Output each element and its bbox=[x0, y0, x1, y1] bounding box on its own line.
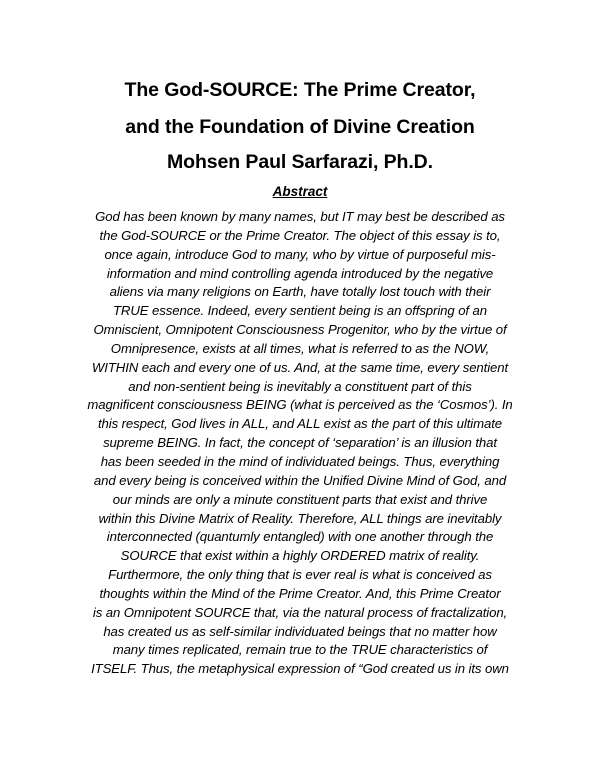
abstract-line: TRUE essence. Indeed, every sentient being is an offspring of an bbox=[112, 303, 488, 319]
abstract-line: has created us as self-similar individuated beings that no matter how bbox=[103, 623, 497, 639]
abstract-line: SOURCE that exist within a highly ORDERED matrix of reality. bbox=[120, 548, 480, 564]
abstract-line: thoughts within the Mind of the Prime Creator. And, this Prime Creator bbox=[99, 585, 501, 601]
abstract-line: within this Divine Matrix of Reality. Therefore, ALL things are inevitably bbox=[98, 510, 502, 526]
abstract-line: interconnected (quantumly entangled) with one another through the bbox=[106, 529, 494, 545]
abstract-line: Omnipresence, exists at all times, what is referred to as the NOW, bbox=[110, 340, 490, 356]
abstract-line: and every being is conceived within the Unified Divine Mind of God, and bbox=[93, 472, 507, 488]
abstract-line: Omniscient, Omnipotent Consciousness Progenitor, who by the virtue of bbox=[93, 322, 507, 338]
abstract-line: Furthermore, the only thing that is ever real is what is conceived as bbox=[108, 567, 492, 583]
abstract-line: our minds are only a minute constituent parts that exist and thrive bbox=[112, 491, 488, 507]
abstract-line: God has been known by many names, but IT may best be described as bbox=[95, 209, 505, 224]
paper-title-line-2: and the Foundation of Divine Creation bbox=[125, 116, 475, 138]
abstract-heading: Abstract bbox=[272, 184, 328, 199]
abstract-line: supreme BEING. In fact, the concept of ‘separation’ is an illusion that bbox=[103, 435, 497, 451]
abstract-line: the God-SOURCE or the Prime Creator. The object of this essay is to, bbox=[99, 227, 501, 243]
abstract-line: has been seeded in the mind of individuated beings. Thus, everything bbox=[100, 453, 500, 469]
abstract-line: information and mind controlling agenda introduced by the negative bbox=[106, 265, 494, 281]
paper-title-line-1: The God-SOURCE: The Prime Creator, bbox=[124, 79, 476, 101]
author-name: Mohsen Paul Sarfarazi, Ph.D. bbox=[167, 151, 433, 173]
abstract-line: WITHIN each and every one of us. And, at the same time, every sentient bbox=[91, 359, 509, 375]
abstract-line: this respect, God lives in ALL, and ALL exist as the part of this ultimate bbox=[97, 416, 503, 432]
abstract-line: magnificent consciousness BEING (what is perceived as the ‘Cosmos’). In bbox=[87, 397, 513, 413]
abstract-line: is an Omnipotent SOURCE that, via the natural process of fractalization, bbox=[92, 604, 508, 620]
abstract-line: and non-sentient being is inevitably a constituent part of this bbox=[128, 378, 472, 394]
abstract-line: ITSELF. Thus, the metaphysical expression of “God created us in its own bbox=[91, 661, 509, 677]
abstract-line: once again, introduce God to many, who by virtue of purposeful mis- bbox=[104, 246, 496, 262]
abstract-body bbox=[60, 208, 540, 679]
abstract-line: aliens via many religions on Earth, have totally lost touch with their bbox=[109, 284, 491, 300]
abstract-line: many times replicated, remain true to the TRUE characteristics of bbox=[112, 642, 488, 658]
